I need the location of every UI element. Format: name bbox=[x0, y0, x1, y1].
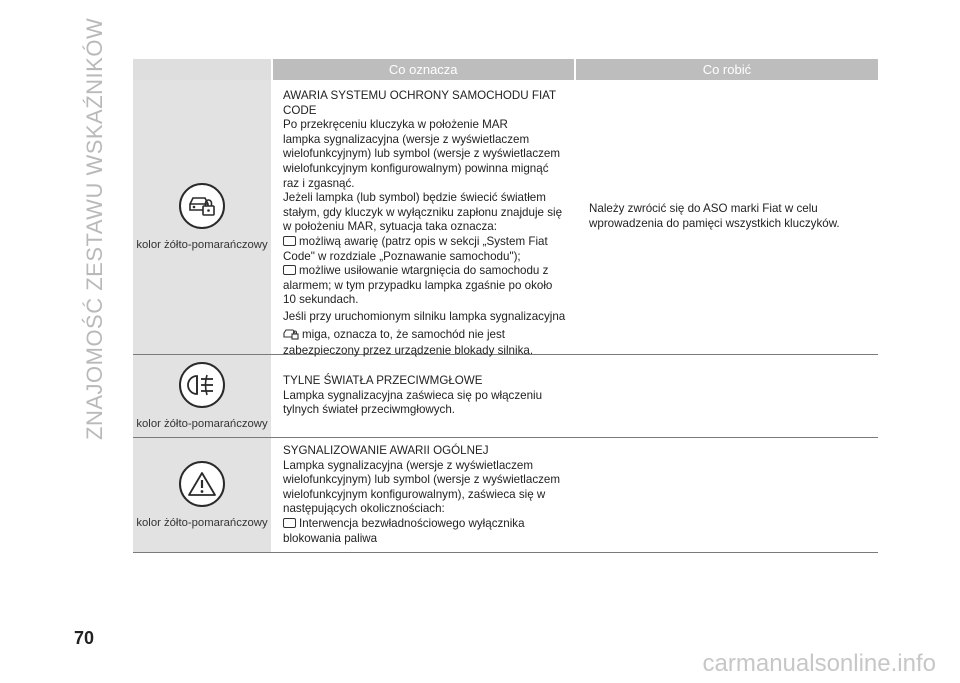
action-cell bbox=[589, 355, 875, 437]
meaning-line: raz i zgasnąć. bbox=[283, 176, 355, 190]
meaning-line: lampka sygnalizacyjna (wersje z wyświetlaczem bbox=[283, 132, 530, 146]
indicator-color-label: kolor żółto-pomarańczowy bbox=[136, 418, 268, 430]
meaning-line: CODE bbox=[283, 103, 317, 117]
car-lock-icon bbox=[179, 183, 225, 229]
meaning-line: wielofunkcyjnym konfigurowalnym), zaświeca się w bbox=[283, 487, 546, 501]
meaning-line: następujących okolicznościach: bbox=[283, 502, 445, 516]
page-number: 70 bbox=[74, 628, 95, 648]
header-blank-cell bbox=[133, 59, 271, 80]
header-action: Co robić bbox=[576, 59, 878, 80]
meaning-cell bbox=[283, 438, 575, 552]
header-meaning: Co oznacza bbox=[273, 59, 574, 80]
indicator-cell bbox=[133, 355, 271, 437]
meaning-cell bbox=[283, 80, 575, 358]
indicator-cell bbox=[133, 438, 271, 552]
meaning-line: Lampka sygnalizacyjna zaświeca się po włączeniu bbox=[283, 388, 543, 402]
meaning-line: stałym, gdy kluczyk w wyłączniku zapłonu znajduje się bbox=[283, 205, 563, 219]
meaning-line: Code" w rozdziale „Poznawanie samochodu"); bbox=[283, 249, 521, 263]
bullet-icon bbox=[283, 518, 296, 528]
meaning-line: SYGNALIZOWANIE AWARII OGÓLNEJ bbox=[283, 444, 489, 457]
indicator-color-label: kolor żółto-pomarańczowy bbox=[136, 239, 268, 251]
bullet-item: możliwe usiłowanie wtargnięcia do samochodu z bbox=[283, 264, 575, 279]
bullet-icon bbox=[283, 265, 296, 275]
indicator-color-label: kolor żółto-pomarańczowy bbox=[136, 517, 268, 529]
table-header bbox=[133, 59, 878, 80]
meaning-line: Po przekręceniu kluczyka w położenie MAR bbox=[283, 118, 508, 132]
action-text: Należy zwrócić się do ASO marki Fiat w celu wprowadzenia do pamięci wszystkich kluczyków. bbox=[589, 202, 840, 230]
meaning-line: alarmem; w tym przypadku lampka zgaśnie po około bbox=[283, 278, 553, 292]
bullet-item: możliwą awarię (patrz opis w sekcji „System Fiat bbox=[283, 235, 575, 250]
indicator-table bbox=[133, 59, 878, 553]
table-row bbox=[133, 355, 878, 438]
rear-fog-light-icon bbox=[179, 362, 225, 408]
indicator-cell bbox=[133, 80, 271, 354]
watermark: carmanualsonline.info bbox=[702, 650, 936, 677]
meaning-line: w położeniu MAR, sytuacja taka oznacza: bbox=[283, 220, 497, 234]
table-row bbox=[133, 80, 878, 358]
meaning-line: miga, oznacza to, że samochód nie jest bbox=[283, 328, 575, 345]
warning-triangle-icon bbox=[179, 461, 225, 507]
meaning-cell bbox=[283, 355, 575, 437]
bullet-item: Interwencja bezwładnościowego wyłącznika bbox=[283, 517, 575, 532]
action-cell bbox=[589, 438, 875, 552]
meaning-line: TYLNE ŚWIATŁA PRZECIWMGŁOWE bbox=[283, 374, 483, 387]
meaning-line: wielofunkcyjnym konfigurowalnym) powinna mignąć bbox=[283, 161, 549, 175]
meaning-line: wielofunkcyjnym) lub symbol (wersje z wyświetlaczem bbox=[283, 473, 561, 487]
bullet-icon bbox=[283, 236, 296, 246]
meaning-line: Jeśli przy uruchomionym silniku lampka sygnalizacyjna bbox=[283, 309, 566, 323]
meaning-line: wielofunkcyjnym) lub symbol (wersje z wyświetlaczem bbox=[283, 147, 561, 161]
meaning-line: AWARIA SYSTEMU OCHRONY SAMOCHODU FIAT bbox=[283, 89, 557, 102]
meaning-line: Lampka sygnalizacyjna (wersje z wyświetlaczem bbox=[283, 458, 533, 472]
meaning-line: 10 sekundach. bbox=[283, 293, 359, 307]
meaning-line: Jeżeli lampka (lub symbol) będzie świecić światłem bbox=[283, 191, 546, 205]
meaning-line: tylnych świateł przeciwmgłowych. bbox=[283, 403, 456, 417]
car-lock-inline-icon bbox=[283, 328, 299, 345]
meaning-line: zabezpieczony przez urządzenie blokady silnika. bbox=[283, 344, 534, 358]
meaning-line: blokowania paliwa bbox=[283, 531, 378, 545]
table-row bbox=[133, 438, 878, 553]
action-cell bbox=[589, 80, 875, 354]
section-side-title: ZNAJOMOŚĆ ZESTAWU WSKAŹNIKÓW bbox=[82, 17, 107, 440]
